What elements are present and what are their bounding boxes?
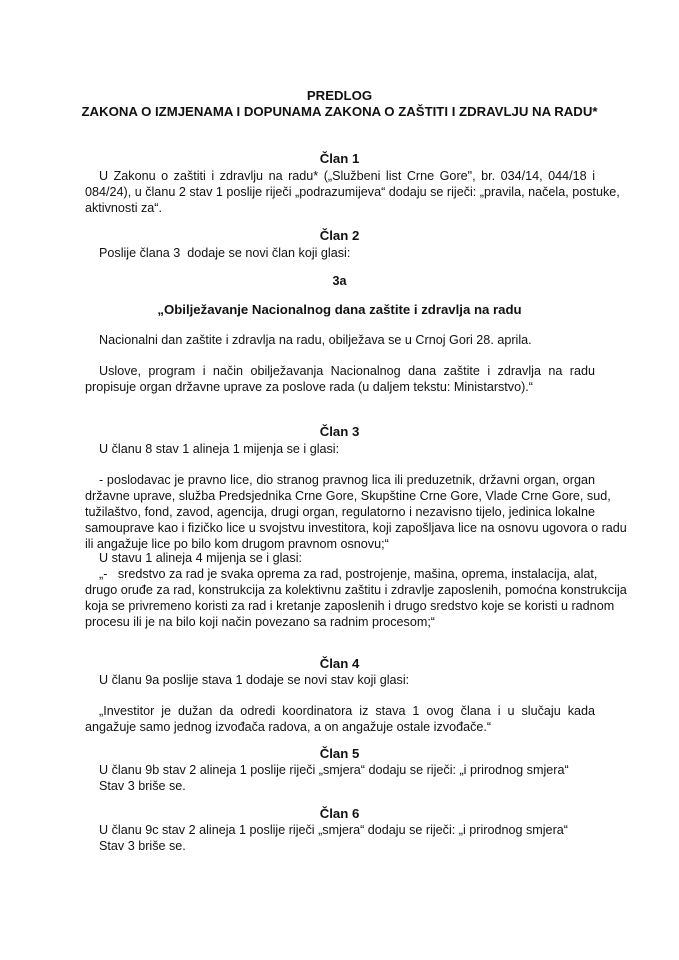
article-1-line: U Zakonu o zaštiti i zdravlju na radu* („Službeni list Crne Gore", br. 034/14, 044/18 i: [99, 169, 595, 183]
article-3-paragraph-1-line: ili angažuje lice po bilo kom drugom pravnom osnovu;“: [85, 537, 389, 551]
article-heading-5: Član 5: [319, 746, 360, 761]
article-3-paragraph-2-line: drugo oruđe za rad, konstrukcija za kolektivnu zaštitu i zdravlje zaposlenih, pomoćna konstrukcija: [85, 583, 627, 597]
article-3-paragraph-1-line: tužilaštvo, fond, zavod, agencija, drugi organ, regulatorno i nezavisno tijelo, jedinica lokalne: [85, 505, 595, 519]
article-6-line: Stav 3 briše se.: [99, 839, 186, 853]
article-3-intro: U članu 8 stav 1 alineja 1 mijenja se i glasi:: [99, 442, 340, 456]
article-2-intro: Poslije člana 3 dodaje se novi član koji glasi:: [99, 246, 351, 260]
article-3-paragraph-1-line: državne uprave, služba Predsjednika Crne Gore, Skupštine Crne Gore, Vlade Crne Gore, sud,: [85, 489, 611, 503]
article-heading-2: Član 2: [319, 228, 360, 243]
article-2-paragraph-2-line: propisuje organ državne uprave za poslove rada (u daljem tekstu: Ministarstvo).“: [85, 380, 533, 394]
new-article-number: 3a: [332, 274, 347, 288]
article-3-paragraph-2-line: koja se privremeno koristi za rad i kretanje zaposlenih i drugo sredstvo koje se koristi u radnom: [85, 599, 615, 613]
article-heading-6: Član 6: [319, 806, 360, 821]
article-4-paragraph-line: angažuje samo jednog izvođača radova, a on angažuje ostale izvođače.“: [85, 720, 492, 734]
article-3-paragraph-2-line: procesu ili je na bilo koji način povezano sa radnim procesom;“: [85, 615, 436, 629]
article-heading-3: Član 3: [319, 424, 360, 439]
article-5-line: U članu 9b stav 2 alineja 1 poslije riječi „smjera“ dodaju se riječi: „i prirodnog smjera“: [99, 763, 569, 777]
article-3-intro-2: U stavu 1 alineja 4 mijenja se i glasi:: [99, 551, 303, 565]
article-1-line: aktivnosti za“.: [85, 201, 162, 215]
article-4-paragraph-line: „Investitor je dužan da odredi koordinatora iz stava 1 ovog člana i u slučaju kada: [99, 704, 595, 718]
article-3-paragraph-2-line: „- sredstvo za rad je svaka oprema za rad, postrojenje, mašina, oprema, instalacija, alat,: [99, 567, 598, 581]
article-6-line: U članu 9c stav 2 alineja 1 poslije riječi „smjera“ dodaju se riječi: „i prirodnog smjera“: [99, 823, 568, 837]
article-3-paragraph-1-line: samouprave kao i fizičko lice u svojstvu investitora, koji zapošljava lice na osnovu ugovora o radu: [85, 521, 627, 535]
article-4-intro: U članu 9a poslije stava 1 dodaje se novi stav koji glasi:: [99, 673, 410, 687]
document-title-line1: PREDLOG: [306, 88, 373, 103]
document-title-line2: ZAKONA O IZMJENAMA I DOPUNAMA ZAKONA O ZAŠTITI I ZDRAVLJU NA RADU*: [81, 104, 598, 119]
new-article-title: „Obilježavanje Nacionalnog dana zaštite i zdravlja na radu: [157, 302, 522, 317]
article-2-paragraph-2-line: Uslove, program i način obilježavanja Nacionalnog dana zaštite i zdravlja na radu: [99, 364, 595, 378]
article-3-paragraph-1-line: - poslodavac je pravno lice, dio stranog pravnog lica ili preduzetnik, državni organ, organ: [99, 473, 595, 487]
article-heading-4: Član 4: [319, 656, 360, 671]
article-2-paragraph-1: Nacionalni dan zaštite i zdravlja na radu, obilježava se u Crnoj Gori 28. aprila.: [99, 333, 532, 347]
article-heading-1: Član 1: [319, 151, 360, 166]
article-5-line: Stav 3 briše se.: [99, 779, 186, 793]
article-1-line: 084/24), u članu 2 stav 1 poslije riječi „podrazumijeva“ dodaju se riječi: „pravila, načela, postuke,: [85, 185, 620, 199]
